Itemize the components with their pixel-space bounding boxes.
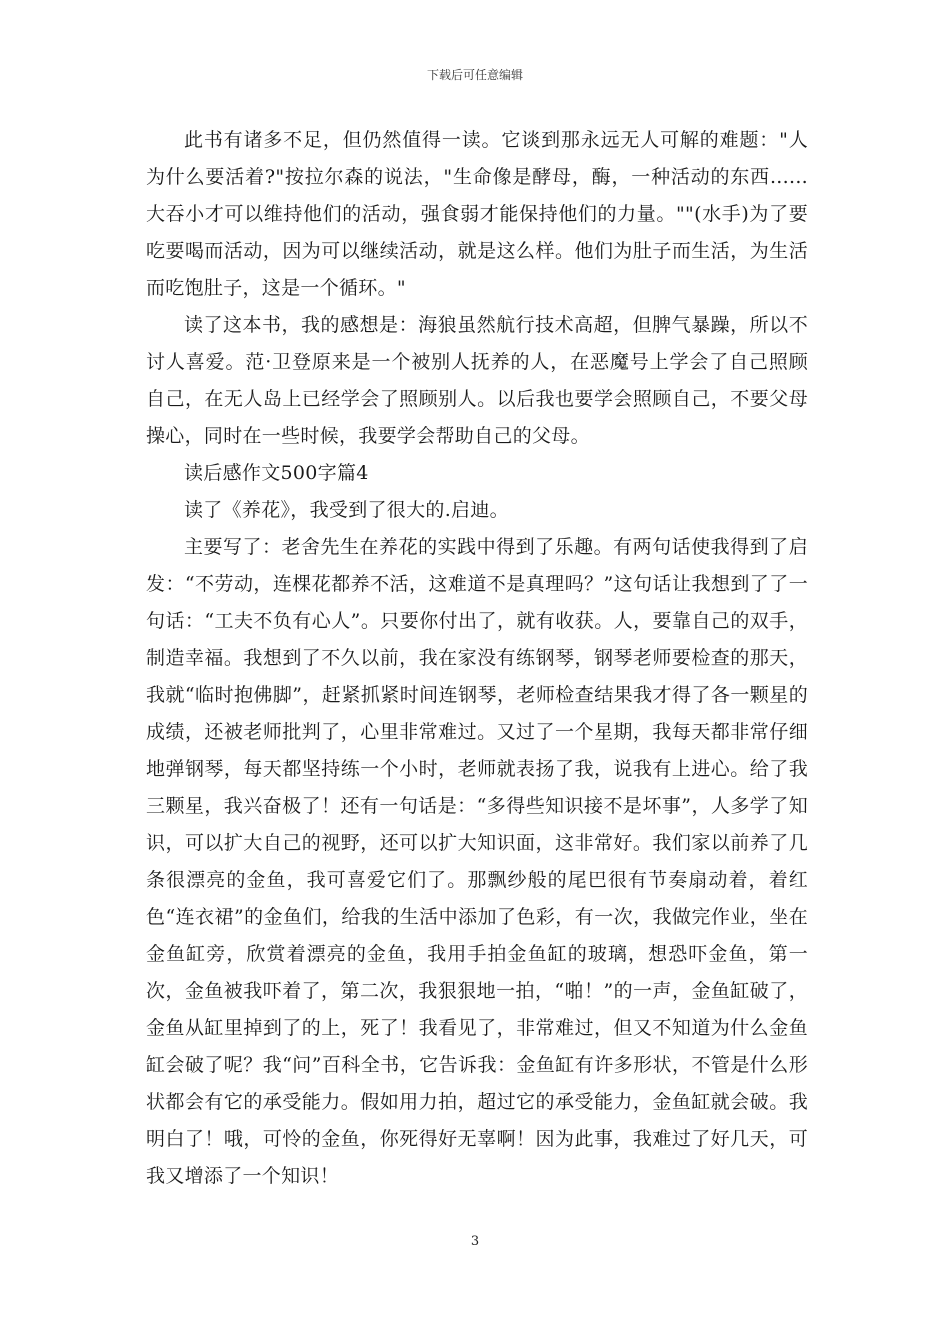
- paragraph-1: 此书有诸多不足，但仍然值得一读。它谈到那永远无人可解的难题："人为什么要活着?"按拉尔森的说法，"生命像是酵母，酶，一种活动的东西......大吞小才可以维持他们的活动，强食弱才能保持他们的力量。""(水手)为了要吃要喝而活动，因为可以继续活动，就是这么样。他们为肚子而生活，为生活而吃饱肚子，这是一个循环。": [146, 129, 808, 299]
- paragraph-4: 主要写了：老舍先生在养花的实践中得到了乐趣。有两句话使我得到了启发：“不劳动，连棵花都养不活，这难道不是真理吗？”这句话让我想到了了一句话：“工夫不负有心人”。只要你付出了，就有收获。人，要靠自己的双手，制造幸福。我想到了不久以前，我在家没有练钢琴，钢琴老师要检查的那天，我就“临时抱佛脚”，赶紧抓紧时间连钢琴，老师检查结果我才得了各一颗星的成绩，还被老师批判了，心里非常难过。又过了一个星期，我每天都非常仔细地弹钢琴，每天都坚持练一个小时，老师就表扬了我，说我有上进心。给了我三颗星，我兴奋极了！还有一句话是：“多得些知识接不是坏事”，人多学了知识，可以扩大自己的视野，还可以扩大知识面，这非常好。我们家以前养了几条很漂亮的金鱼，我可喜爱它们了。那飘纱般的尾巴很有节奏扇动着，着红色“连衣裙”的金鱼们，给我的生活中添加了色彩，有一次，我做完作业，坐在金鱼缸旁，欣赏着漂亮的金鱼，我用手拍金鱼缸的玻璃，想恐吓金鱼，第一次，金鱼被我吓着了，第二次，我狠狠地一拍，“啪！”的一声，金鱼缸破了，金鱼从缸里掉到了的上，死了！我看见了，非常难过，但又不知道为什么金鱼缸会破了呢？我“问”百科全书，它告诉我：金鱼缸有许多形状，不管是什么形状都会有它的承受能力。假如用力拍，超过它的承受能力，金鱼缸就会破。我明白了！哦，可怜的金鱼，你死得好无辜啊！因为此事，我难过了好几天，可我又增添了一个知识！: [146, 536, 808, 1187]
- page-header: 下载后可任意编辑: [426, 68, 523, 82]
- document-body: [146, 122, 808, 1195]
- paragraph-2: 读了这本书，我的感想是：海狼虽然航行技术高超，但脾气暴躁，所以不讨人喜爱。范·卫登原来是一个被别人抚养的人，在恶魔号上学会了自己照顾自己，在无人岛上已经学会了照顾别人。以后我也要学会照顾自己，不要父母操心，同时在一些时候，我要学会帮助自己的父母。: [146, 314, 808, 447]
- paragraph-3: 读了《养花》，我受到了很大的.启迪。: [184, 499, 509, 521]
- page-number: 3: [470, 1234, 480, 1249]
- section-heading: 读后感作文500字篇4: [184, 462, 369, 484]
